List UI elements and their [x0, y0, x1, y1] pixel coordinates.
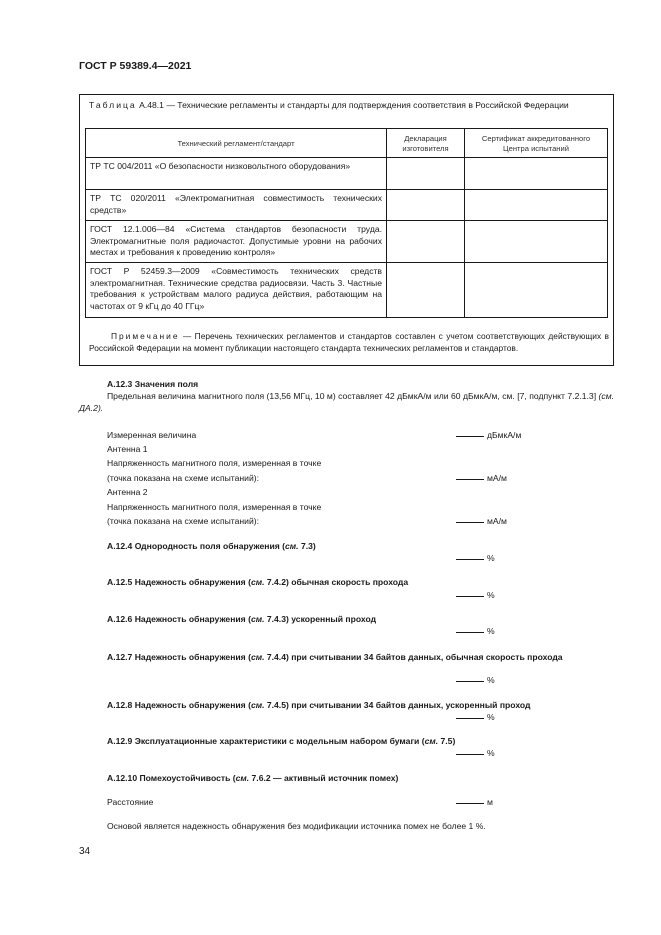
measured-value-label: Измеренная величина — [107, 430, 197, 440]
page-number: 34 — [79, 846, 91, 857]
document-id: ГОСТ Р 59389.4—2021 — [79, 60, 192, 72]
antenna-1-field-value — [456, 473, 507, 485]
table-header-row — [86, 129, 608, 158]
percent-unit: % — [487, 675, 495, 685]
declaration-cell — [387, 263, 465, 318]
section-a12-5-title: А.12.5 Надежность обнаружения (см. 7.4.2) обычная скорость прохода — [107, 577, 409, 587]
section-a12-9-title: А.12.9 Эксплуатационные характеристики с модельным набором бумаги (см. 7.5) — [107, 736, 456, 746]
certificate-cell — [465, 263, 608, 318]
section-a12-6-title: А.12.6 Надежность обнаружения (см. 7.4.3) ускоренный проход — [107, 614, 377, 624]
percent-unit: % — [487, 712, 495, 722]
regulations-table-block — [79, 94, 614, 366]
distance-label: Расстояние — [107, 797, 154, 807]
table-note — [89, 331, 609, 354]
declaration-cell — [387, 190, 465, 221]
antenna-2-field-line1: Напряженность магнитного поля, измеренная в точке — [107, 502, 322, 512]
table-caption-text: А.48.1 — Технические регламенты и стандарты для подтверждения соответствия в Российской Федерации — [136, 100, 569, 110]
section-a12-8-field — [456, 712, 495, 724]
standard-cell: ГОСТ Р 52459.3—2009 «Совместимость технических средств электромагнитная. Технические средства радиосвязи. Часть 3. Частные требования к устройствам малого радиуса действия, работающим на частотах от 9 кГц до 40 ГГц» — [86, 263, 387, 318]
section-a12-7-field — [456, 675, 495, 687]
closing-statement: Основой является надежность обнаружения без модификации источника помех не более 1 %. — [107, 821, 486, 831]
percent-unit: % — [487, 590, 495, 600]
section-a12-9-field — [456, 748, 495, 760]
table-row — [86, 263, 608, 318]
standard-cell: ТР ТС 020/2011 «Электромагнитная совместимость технических средств» — [86, 190, 387, 221]
distance-unit: м — [487, 797, 493, 807]
table-row — [86, 190, 608, 221]
measured-value-field — [456, 430, 521, 442]
distance-field — [456, 797, 493, 809]
standard-cell: ТР ТС 004/2011 «О безопасности низковольтного оборудования» — [86, 158, 387, 190]
antenna-2-field-line2: (точка показана на схеме испытаний): — [107, 516, 259, 526]
column-header-certificate: Сертификат аккредитованного Центра испытаний — [465, 129, 608, 158]
limit-text: Предельная величина магнитного поля (13,56 МГц, 10 м) составляет 42 дБмкА/м или 60 дБмкА/м, см. [7, подпункт 7.2.1.3] — [107, 391, 599, 401]
section-a12-10-title: А.12.10 Помехоустойчивость (см. 7.6.2 — активный источник помех) — [107, 773, 399, 783]
section-a12-6-field — [456, 626, 495, 638]
section-a12-4-title: А.12.4 Однородность поля обнаружения (см. 7.3) — [107, 541, 316, 551]
percent-unit: % — [487, 626, 495, 636]
table-note-text: — Перечень технических регламентов и стандартов составлен с учетом соответствующих действующих в Российской Федерации на момент публикации настоящего стандарта технических регламентов и стандартов. — [89, 331, 609, 353]
section-a12-7-title: А.12.7 Надежность обнаружения (см. 7.4.4) при считывании 34 байтов данных, обычная скорость прохода — [107, 652, 563, 662]
table-caption — [89, 99, 609, 111]
percent-unit: % — [487, 748, 495, 758]
declaration-cell — [387, 221, 465, 263]
table-caption-prefix: Таблица — [89, 100, 137, 110]
limit-reference: (см. ДА.2). — [79, 391, 614, 413]
section-a12-8-title: А.12.8 Надежность обнаружения (см. 7.4.5) при считывании 34 байтов данных, ускоренный проход — [107, 700, 531, 710]
table-row — [86, 221, 608, 263]
antenna-1-label: Антенна 1 — [107, 444, 148, 454]
section-a12-4-field — [456, 553, 495, 565]
certificate-cell — [465, 190, 608, 221]
table-note-prefix: Примечание — [111, 331, 180, 341]
table-row — [86, 158, 608, 190]
regulations-table — [85, 128, 608, 318]
certificate-cell — [465, 158, 608, 190]
antenna-1-field-line2: (точка показана на схеме испытаний): — [107, 473, 259, 483]
standard-cell: ГОСТ 12.1.006—84 «Система стандартов безопасности труда. Электромагнитные поля радиочастот. Допустимые уровни на рабочих местах и требования к проведению контроля» — [86, 221, 387, 263]
section-a12-3-text — [79, 391, 614, 414]
section-a12-5-field — [456, 590, 495, 602]
antenna-2-field-unit: мА/м — [487, 516, 507, 526]
antenna-2-field-value — [456, 516, 507, 528]
percent-unit: % — [487, 553, 495, 563]
column-header-declaration: Декларация изготовителя — [387, 129, 465, 158]
antenna-1-field-line1: Напряженность магнитного поля, измеренная в точке — [107, 458, 322, 468]
measured-value-unit: дБмкА/м — [487, 430, 522, 440]
column-header-standard: Технический регламент/стандарт — [86, 129, 387, 158]
declaration-cell — [387, 158, 465, 190]
certificate-cell — [465, 221, 608, 263]
antenna-2-label: Антенна 2 — [107, 487, 148, 497]
section-a12-3-title: А.12.3 Значения поля — [107, 379, 199, 389]
antenna-1-field-unit: мА/м — [487, 473, 507, 483]
